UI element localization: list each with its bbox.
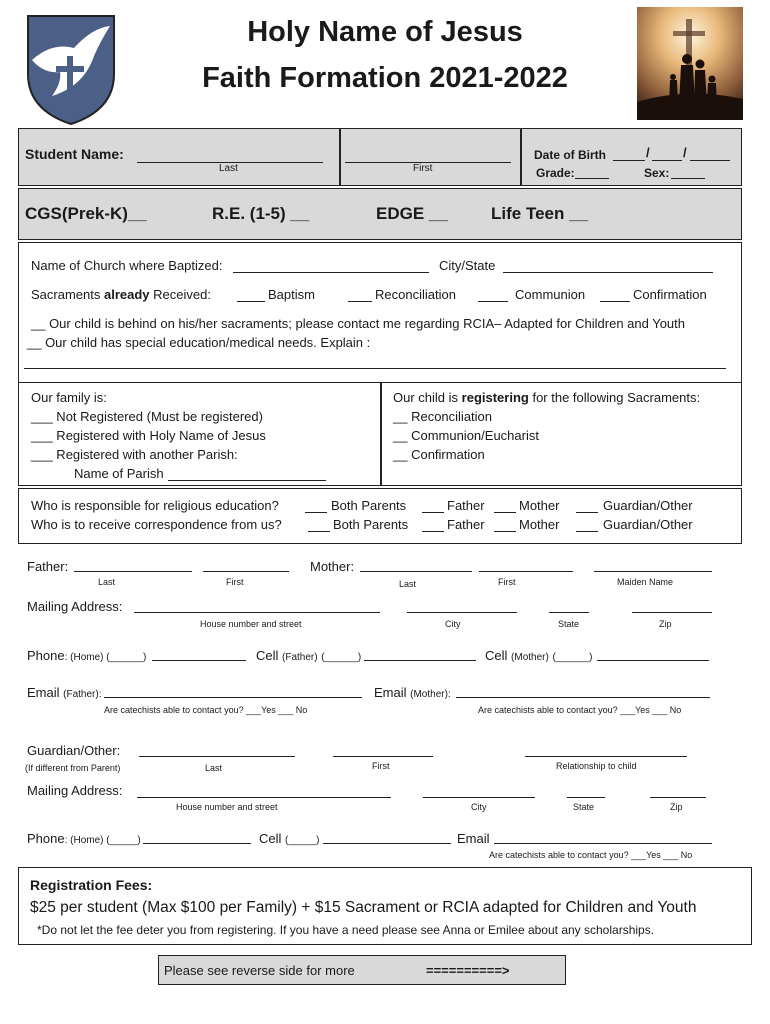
parent-state-field[interactable] xyxy=(549,612,589,613)
family-option-another-parish[interactable]: ___ Registered with another Parish: xyxy=(31,447,238,462)
behind-sacraments-option[interactable]: __ Our child is behind on his/her sacraments; please contact me regarding RCIA– Adapted for Children and Youth xyxy=(31,316,686,331)
guardian-contact-question[interactable]: Are catechists able to contact you? ___Yes ___ No xyxy=(489,850,693,860)
guardian-zip-field[interactable] xyxy=(650,797,706,798)
father-first-field[interactable] xyxy=(203,571,289,572)
reverse-side-text: Please see reverse side for more xyxy=(164,963,355,978)
register-reconciliation[interactable]: __ Reconciliation xyxy=(393,409,493,424)
family-option-not-registered[interactable]: ___ Not Registered (Must be registered) xyxy=(31,409,263,424)
parent-street-field[interactable] xyxy=(134,612,380,613)
responsibility-section xyxy=(18,488,742,544)
father-email-label: Email (Father): xyxy=(27,685,102,700)
guardian-home-phone-field[interactable] xyxy=(143,843,251,844)
guardian-relationship-field[interactable] xyxy=(525,756,687,757)
family-cross-photo xyxy=(637,7,743,120)
program-re[interactable]: R.E. (1-5) __ xyxy=(212,204,310,223)
dob-month-field[interactable] xyxy=(613,160,645,161)
father-email-field[interactable] xyxy=(104,697,362,698)
dob-label: Date of Birth xyxy=(534,148,606,162)
registering-heading: Our child is registering for the following Sacraments: xyxy=(393,390,701,405)
guardian-email-field[interactable] xyxy=(494,843,712,844)
special-needs-explain-field[interactable] xyxy=(24,368,726,369)
guardian-cell-label: Cell (_____) xyxy=(259,831,320,846)
parent-home-phone-field[interactable] xyxy=(152,660,246,661)
guardian-cell-field[interactable] xyxy=(323,843,451,844)
register-communion[interactable]: __ Communion/Eucharist xyxy=(393,428,539,443)
father-cell-field[interactable] xyxy=(364,660,476,661)
correspondence-father-check[interactable] xyxy=(422,531,444,532)
responsible-both-check[interactable] xyxy=(305,512,327,513)
special-needs-option[interactable]: __ Our child has special education/medical needs. Explain : xyxy=(27,335,371,350)
father-contact-question[interactable]: Are catechists able to contact you? ___Yes ___ No xyxy=(104,705,308,715)
first-caption: First xyxy=(413,163,433,174)
student-name-label: Student Name: xyxy=(25,146,124,162)
mother-contact-question[interactable]: Are catechists able to contact you? ___Yes ___ No xyxy=(478,705,682,715)
correspondence-question: Who is to receive correspondence from us? xyxy=(31,517,282,532)
reverse-arrow: ==========> xyxy=(426,963,510,978)
responsible-question: Who is responsible for religious education? xyxy=(31,498,279,513)
father-last-field[interactable] xyxy=(74,571,192,572)
parish-name-label: Name of Parish xyxy=(74,466,164,481)
guardian-last-field[interactable] xyxy=(139,756,295,757)
guardian-street-field[interactable] xyxy=(137,797,391,798)
correspondence-guardian-check[interactable] xyxy=(576,531,598,532)
last-caption: Last xyxy=(219,163,238,174)
baptism-city-state-field[interactable] xyxy=(503,272,713,273)
mother-last-field[interactable] xyxy=(360,571,472,572)
guardian-state-field[interactable] xyxy=(567,797,605,798)
grade-label: Grade: xyxy=(536,166,575,180)
parent-phone-label: Phone: (Home) (______) xyxy=(27,648,147,663)
father-label: Father: xyxy=(27,559,69,574)
baptized-church-label: Name of Church where Baptized: xyxy=(31,258,223,273)
family-heading: Our family is: xyxy=(31,390,107,405)
responsible-guardian-check[interactable] xyxy=(576,512,598,513)
guardian-mailing-label: Mailing Address: xyxy=(27,783,123,798)
dob-year-field[interactable] xyxy=(690,160,730,161)
mother-label: Mother: xyxy=(310,559,355,574)
correspondence-mother-check[interactable] xyxy=(494,531,516,532)
guardian-email-label: Email xyxy=(457,831,490,846)
mother-maiden-field[interactable] xyxy=(594,571,712,572)
mother-cell-field[interactable] xyxy=(597,660,709,661)
fees-amounts: $25 per student (Max $100 per Family) + $15 Sacrament or RCIA adapted for Children and Youth xyxy=(30,899,697,916)
responsible-mother-check[interactable] xyxy=(494,512,516,513)
guardian-label: Guardian/Other: xyxy=(27,743,121,758)
parish-name-field[interactable] xyxy=(168,480,326,481)
dob-day-field[interactable] xyxy=(652,160,682,161)
parent-city-field[interactable] xyxy=(407,612,517,613)
student-name-section xyxy=(18,128,742,186)
program-edge[interactable]: EDGE __ xyxy=(376,204,448,223)
fees-note: *Do not let the fee deter you from registering. If you have a need please see Anna or Emilee about any scholarships. xyxy=(37,923,655,937)
father-cell-label: Cell (Father) (______) xyxy=(256,648,362,663)
parent-zip-field[interactable] xyxy=(632,612,712,613)
fees-heading: Registration Fees: xyxy=(30,877,153,893)
confirmation-check[interactable] xyxy=(600,301,630,302)
mother-email-field[interactable] xyxy=(456,697,710,698)
mother-cell-label: Cell (Mother) (______) xyxy=(485,648,593,663)
program-cgs[interactable]: CGS(Prek-K)__ xyxy=(25,204,147,223)
city-state-label: City/State xyxy=(439,258,496,273)
reconciliation-check[interactable] xyxy=(348,301,372,302)
mother-email-label: Email (Mother): xyxy=(374,685,451,700)
received-label: Sacraments already Received: xyxy=(31,287,211,302)
guardian-phone-label: Phone: (Home) (_____) xyxy=(27,831,141,846)
grade-field[interactable] xyxy=(575,178,609,179)
register-confirmation[interactable]: __ Confirmation xyxy=(393,447,485,462)
baptized-church-field[interactable] xyxy=(233,272,429,273)
guardian-first-field[interactable] xyxy=(333,756,433,757)
form-title: Holy Name of Jesus xyxy=(247,16,523,48)
responsible-father-check[interactable] xyxy=(422,512,444,513)
mother-first-field[interactable] xyxy=(479,571,573,572)
family-option-holy-name[interactable]: ___ Registered with Holy Name of Jesus xyxy=(31,428,266,443)
communion-check[interactable] xyxy=(478,301,508,302)
correspondence-both-check[interactable] xyxy=(308,531,330,532)
form-subtitle: Faith Formation 2021-2022 xyxy=(202,62,568,94)
parent-mailing-label: Mailing Address: xyxy=(27,599,123,614)
guardian-city-field[interactable] xyxy=(423,797,535,798)
sex-label: Sex: xyxy=(644,166,670,180)
program-life-teen[interactable]: Life Teen __ xyxy=(491,204,588,223)
baptism-check[interactable] xyxy=(237,301,265,302)
sex-field[interactable] xyxy=(671,178,705,179)
